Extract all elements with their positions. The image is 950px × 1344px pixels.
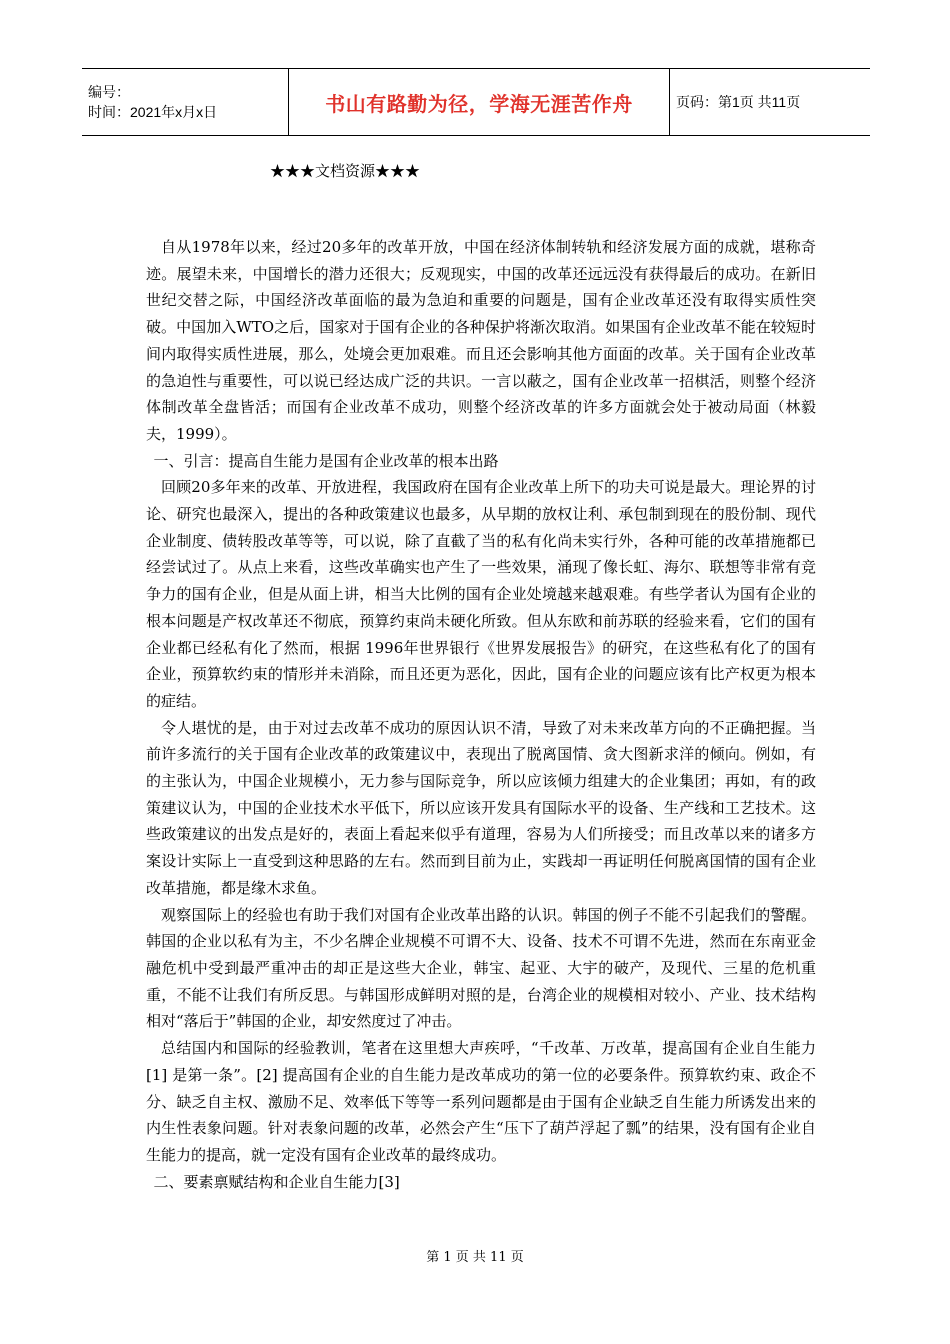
paragraph: 回顾20多年来的改革、开放进程，我国政府在国有企业改革上所下的功夫可说是最大。理论界的讨论、研究也最深入，提出的各种政策建议也最多，从早期的放权让利、承包制到现在的股份制、现代企业制度、债转股改革等等，可以说，除了直截了当的私有化尚未实行外，各种可能的改革措施都已经尝试过了。从点上来看，这些改革确实也产生了一些效果，涌现了像长虹、海尔、联想等非常有竞争力的国有企业，但是从面上讲，相当大比例的国有企业处境越来越艰难。有些学者认为国有企业的根本问题是产权改革还不彻底，预算约束尚未硬化所致。但从东欧和前苏联的经验来看，它们的国有企业都已经私有化了然而，根据 1996年世界银行《世界发展报告》的研究，在这些私有化了的国有企业，预算软约束的情形并未消除，而且还更为恶化，因此，国有企业的问题应该有比产权更为根本的症结。	[146, 478, 816, 710]
page-footer: 第 1 页 共 11 页	[426, 1250, 524, 1265]
date-label: 时间：2021年x月x日	[88, 104, 218, 120]
document-body	[146, 234, 816, 1195]
paragraph: 自从1978年以来，经过20多年的改革开放，中国在经济体制转轨和经济发展方面的成就，堪称奇迹。展望未来，中国增长的潜力还很大；反观现实，中国的改革还远远没有获得最后的成功。在新旧世纪交替之际，中国经济改革面临的最为急迫和重要的问题是，国有企业改革还没有取得实质性突破。中国加入WTO之后，国家对于国有企业的各种保护将渐次取消。如果国有企业改革不能在较短时间内取得实质性进展，那么，处境会更加艰难。而且还会影响其他方面面的改革。关于国有企业改革的急迫性与重要性，可以说已经达成广泛的共识。一言以蔽之，国有企业改革一招棋活，则整个经济体制改革全盘皆活；而国有企业改革不成功，则整个经济改革的许多方面就会处于被动局面（林毅夫，1999）。	[146, 238, 816, 443]
paragraph: 总结国内和国际的经验教训，笔者在这里想大声疾呼，“千改革、万改革，提高国有企业自生能力[1] 是第一条”。[2] 提高国有企业的自生能力是改革成功的第一位的必要条件。预算软约束、政企不分、缺乏自主权、激励不足、效率低下等等一系列问题都是由于国有企业缺乏自生能力所诱发出来的内生性表象问题。针对表象问题的改革，必然会产生“压下了葫芦浮起了瓢”的结果，没有国有企业自生能力的提高，就一定没有国有企业改革的最终成功。	[146, 1039, 816, 1164]
section-heading: 一、引言：提高自生能力是国有企业改革的根本出路	[153, 451, 499, 470]
motto-text: 书山有路勤为径，学海无涯苦作舟	[325, 93, 633, 116]
page-info: 页码：第1页 共11页	[670, 69, 871, 136]
doc-source-title: ★★★文档资源★★★	[269, 162, 420, 180]
header-motto-cell	[289, 69, 670, 136]
header-meta-cell	[82, 69, 289, 136]
section-heading: 二、要素禀赋结构和企业自生能力[3]	[153, 1172, 400, 1191]
document-header	[82, 68, 870, 136]
number-label: 编号：	[88, 84, 130, 100]
paragraph: 观察国际上的经验也有助于我们对国有企业改革出路的认识。韩国的例子不能不引起我们的警醒。韩国的企业以私有为主，不少名牌企业规模不可谓不大、设备、技术不可谓不先进，然而在东南亚金融危机中受到最严重冲击的却正是这些大企业，韩宝、起亚、大宇的破产，及现代、三星的危机重重，不能不让我们有所反思。与韩国形成鲜明对照的是，台湾企业的规模相对较小、产业、技术结构相对“落后于”韩国的企业，却安然度过了冲击。	[146, 905, 816, 1031]
paragraph: 令人堪忧的是，由于对过去改革不成功的原因认识不清，导致了对未来改革方向的不正确把握。当前许多流行的关于国有企业改革的政策建议中，表现出了脱离国情、贪大图新求洋的倾向。例如，有的主张认为，中国企业规模小，无力参与国际竞争，所以应该倾力组建大的企业集团；再如，有的政策建议认为，中国的企业技术水平低下，所以应该开发具有国际水平的设备、生产线和工艺技术。这些政策建议的出发点是好的，表面上看起来似乎有道理，容易为人们所接受；而且改革以来的诸多方案设计实际上一直受到这种思路的左右。然而到目前为止，实践却一再证明任何脱离国情的国有企业改革措施，都是缘木求鱼。	[146, 718, 816, 897]
